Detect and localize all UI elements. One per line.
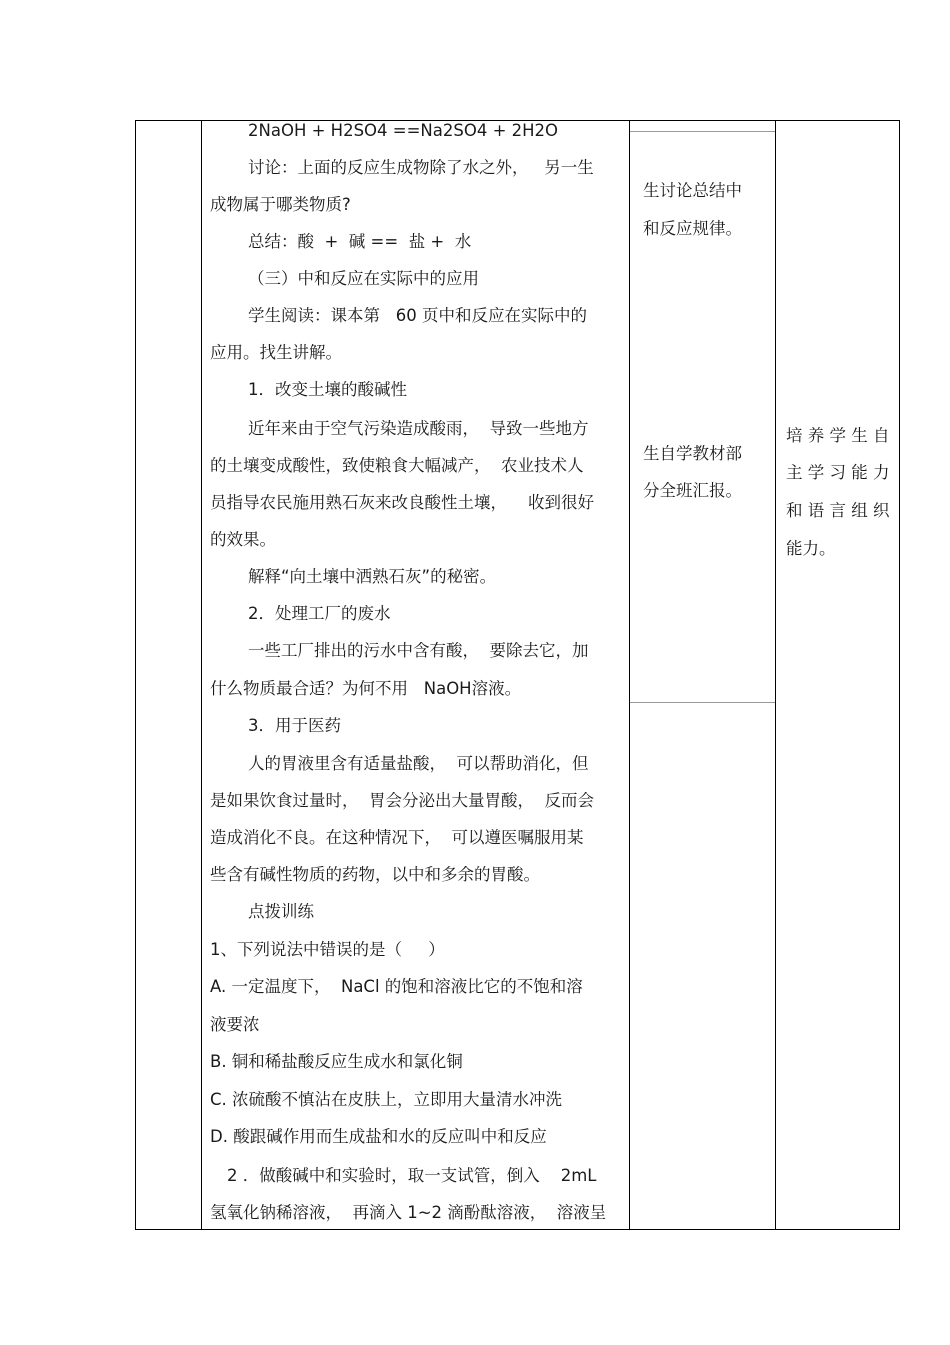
- question-line: 2 ．做酸碱中和实验时，取一支试管，倒入 2mL: [227, 1166, 597, 1185]
- purpose-line: 培 养 学 生 自: [786, 426, 890, 445]
- question-line: 氢氧化钠稀溶液， 再滴入 1~2 滴酚酞溶液， 溶液呈: [210, 1203, 607, 1222]
- content-line: 员指导农民施用熟石灰来改良酸性土壤， 收到很好: [210, 493, 594, 512]
- equation-line: 2NaOH + H2SO4 ==Na2SO4 + 2H2O: [248, 121, 559, 140]
- content-line: 什么物质最合适？为何不用 NaOH溶液。: [210, 679, 522, 698]
- content-line: 人的胃液里含有适量盐酸， 可以帮助消化，但: [248, 754, 589, 773]
- student-line: 生讨论总结中: [643, 181, 742, 200]
- subsection-heading: 2．处理工厂的废水: [248, 604, 391, 623]
- content-line: 学生阅读：课本第 60 页中和反应在实际中的: [248, 306, 587, 325]
- content-line: 的土壤变成酸性，致使粮食大幅减产， 农业技术人: [210, 456, 584, 475]
- purpose-line: 能力。: [786, 539, 836, 558]
- column-divider-3: [775, 121, 776, 1229]
- content-line: 是如果饮食过量时， 胃会分泌出大量胃酸， 反而会: [210, 791, 594, 810]
- student-line: 分全班汇报。: [643, 481, 742, 500]
- content-line: 的效果。: [210, 530, 276, 549]
- column-divider-1: [201, 121, 202, 1229]
- student-cell-bottom-border: [630, 702, 775, 703]
- option-line: A. 一定温度下， NaCl 的饱和溶液比它的不饱和溶: [210, 977, 583, 996]
- purpose-line: 主 学 习 能 力: [786, 463, 890, 482]
- content-line: 总结：酸 + 碱 == 盐 + 水: [248, 232, 472, 251]
- section-heading: （三）中和反应在实际中的应用: [248, 269, 479, 288]
- content-line: 一些工厂排出的污水中含有酸， 要除去它，加: [248, 641, 589, 660]
- content-line: 成物属于哪类物质?: [210, 195, 351, 214]
- section-heading: 点拨训练: [248, 902, 314, 921]
- content-line: 讨论：上面的反应生成物除了水之外， 另一生: [248, 158, 594, 177]
- subsection-heading: 3．用于医药: [248, 716, 341, 735]
- purpose-line: 和 语 言 组 织: [786, 501, 890, 520]
- student-line: 和反应规律。: [643, 219, 742, 238]
- question-line: 1、下列说法中错误的是（ ）: [210, 940, 445, 959]
- column-divider-2: [629, 121, 630, 1229]
- option-line: B. 铜和稀盐酸反应生成水和氯化铜: [210, 1052, 463, 1071]
- option-line: 液要浓: [210, 1015, 260, 1034]
- content-line: 近年来由于空气污染造成酸雨， 导致一些地方: [248, 419, 589, 438]
- content-line: 解释“向土壤中洒熟石灰”的秘密。: [248, 567, 497, 586]
- option-line: D. 酸跟碱作用而生成盐和水的反应叫中和反应: [210, 1127, 547, 1146]
- content-line: 造成消化不良。在这种情况下， 可以遵医嘱服用某: [210, 828, 584, 847]
- subsection-heading: 1．改变土壤的酸碱性: [248, 380, 407, 399]
- student-line: 生自学教材部: [643, 444, 742, 463]
- student-cell-top-border: [630, 131, 775, 132]
- option-line: C. 浓硫酸不慎沾在皮肤上，立即用大量清水冲洗: [210, 1090, 563, 1109]
- content-line: 应用。找生讲解。: [210, 343, 342, 362]
- content-line: 些含有碱性物质的药物，以中和多余的胃酸。: [210, 865, 540, 884]
